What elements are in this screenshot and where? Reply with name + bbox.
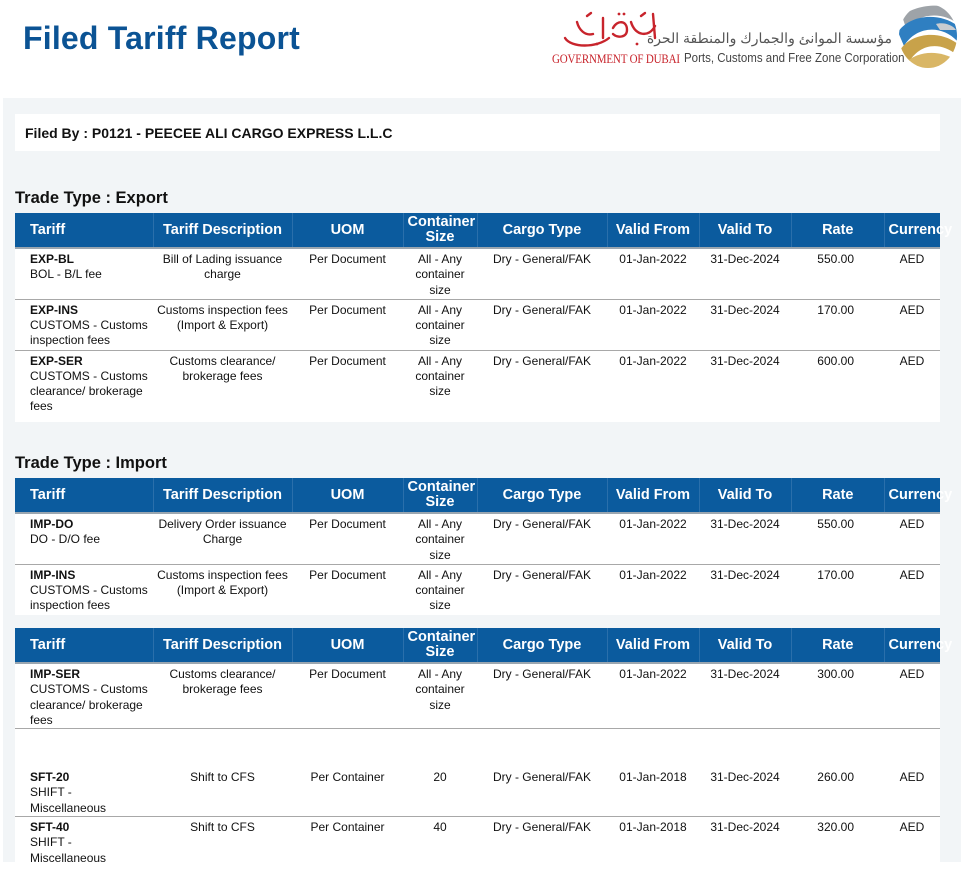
tariff-code-description: CUSTOMS - Customs clearance/ brokerage fees [30,682,148,727]
cell-container-size: All - Any container size [415,517,465,562]
column-header-tariff: Tariff [15,628,153,663]
cell-container-size: All - Any container size [415,252,465,297]
page-title: Filed Tariff Report [23,20,300,56]
cell-description: Shift to CFS [190,820,255,835]
cell-cargo-type: Dry - General/FAK [492,302,592,317]
import-tariff-table [15,478,953,615]
cell-valid-from: 01-Jan-2022 [619,667,687,681]
cell-container-size: All - Any container size [415,353,465,399]
cell-tariff [15,350,153,422]
cell-valid-to: 31-Dec-2024 [710,353,780,368]
column-header-container-size: Container Size [403,213,477,248]
cell-valid-from: 01-Jan-2022 [619,252,687,266]
cell-cargo-type: Dry - General/FAK [492,353,592,368]
tariff-code-description: SHIFT - Miscellaneous [30,835,107,865]
table-row [15,350,940,422]
gov-logo-text: GOVERNMENT OF DUBAI [552,52,680,66]
column-header-valid-from: Valid From [607,628,699,663]
cell-rate: 550.00 [817,252,854,266]
section-title-export: Trade Type : Export [15,189,168,207]
cell-tariff [15,817,153,866]
cell-currency: AED [899,252,925,266]
tariff-code: IMP-INS [30,567,76,582]
tariff-code-description: BOL - B/L fee [30,267,102,282]
cell-rate: 260.00 [817,770,854,785]
cell-valid-to: 31-Dec-2024 [710,517,780,531]
import-tariff-table-continued [15,628,953,866]
cell-currency: AED [899,302,925,317]
tariff-code: IMP-SER [30,667,81,681]
cell-valid-to: 31-Dec-2024 [710,252,780,266]
report-header [0,0,967,98]
cell-currency: AED [899,567,925,582]
table-row [15,248,940,299]
column-header-container-size: Container Size [403,628,477,663]
column-header-rate: Rate [791,213,884,248]
cell-container-size: All - Any container size [415,667,465,712]
table-header-row [15,478,940,513]
cell-valid-from: 01-Jan-2022 [619,517,687,531]
cell-uom: Per Document [309,353,386,368]
column-header-valid-from: Valid From [607,478,699,513]
cell-valid-to: 31-Dec-2024 [710,302,780,317]
tariff-code-description: CUSTOMS - Customs inspection fees [30,582,148,613]
tariff-code: EXP-SER [30,353,83,368]
column-header-cargo-type: Cargo Type [477,628,607,663]
cell-currency: AED [899,353,925,368]
tariff-code-description: SHIFT - Miscellaneous [30,785,107,815]
table-row [15,663,940,729]
cell-container-size: 40 [433,820,447,835]
column-header-tariff: Tariff [15,213,153,248]
tariff-code-description: CUSTOMS - Customs clearance/ brokerage fees [30,368,148,414]
cell-rate: 550.00 [817,517,854,531]
cell-uom: Per Document [309,302,386,317]
column-header-tariff: Tariff [15,478,153,513]
column-header-uom: UOM [292,478,403,513]
cell-description: Delivery Order issuance Charge [158,517,287,547]
cell-cargo-type: Dry - General/FAK [492,667,592,681]
filed-by-text: Filed By : P0121 - PEECEE ALI CARGO EXPRESS L.L.C [25,125,393,141]
cell-tariff [15,248,153,299]
table-row [15,299,940,350]
cell-valid-to: 31-Dec-2024 [710,820,780,835]
tariff-code: SFT-40 [30,820,70,835]
cell-rate: 300.00 [817,667,854,681]
cell-tariff [15,564,153,615]
tariff-code: EXP-INS [30,302,79,317]
cell-valid-to: 31-Dec-2024 [710,770,780,785]
column-header-valid-to: Valid To [699,213,791,248]
cell-tariff [15,663,153,729]
cell-uom: Per Document [309,252,386,266]
column-header-description: Tariff Description [153,213,292,248]
cell-uom: Per Document [309,567,386,582]
cell-valid-from: 01-Jan-2022 [619,567,687,582]
column-header-currency: Currency [884,478,940,513]
cell-valid-from: 01-Jan-2022 [619,353,687,368]
cell-uom: Per Container [310,770,385,785]
cell-currency: AED [899,820,925,835]
cell-cargo-type: Dry - General/FAK [492,567,592,582]
cell-valid-from: 01-Jan-2018 [619,770,687,785]
tariff-code: IMP-DO [30,517,74,531]
column-header-description: Tariff Description [153,628,292,663]
cell-tariff [15,513,153,564]
cell-description: Shift to CFS [190,770,255,785]
cell-rate: 170.00 [817,302,854,317]
pcfc-english-name: Ports, Customs and Free Zone Corporation [684,51,905,65]
cell-tariff [15,729,153,817]
cell-description: Customs inspection fees (Import & Export) [157,302,288,332]
column-header-currency: Currency [884,213,940,248]
table-row [15,513,940,564]
report-body [3,98,961,865]
table-row [15,564,940,615]
section-title-import: Trade Type : Import [15,454,167,472]
cell-cargo-type: Dry - General/FAK [492,252,592,266]
cell-description: Bill of Lading issuance charge [162,252,283,282]
cell-uom: Per Container [310,820,385,835]
table-row [15,817,940,866]
cell-container-size: All - Any container size [415,302,465,348]
cell-description: Customs inspection fees (Import & Export) [157,567,288,597]
cell-cargo-type: Dry - General/FAK [492,770,592,785]
cell-container-size: All - Any container size [415,567,465,613]
table-header-row [15,213,940,248]
tariff-code: EXP-BL [30,252,75,266]
pcfc-logo-text [646,30,905,70]
column-header-container-size: Container Size [403,478,477,513]
cell-currency: AED [899,770,925,785]
tariff-code-description: CUSTOMS - Customs inspection fees [30,317,148,348]
column-header-rate: Rate [791,628,884,663]
cell-uom: Per Document [309,517,386,531]
cell-cargo-type: Dry - General/FAK [492,517,592,531]
cell-currency: AED [899,667,925,681]
column-header-valid-from: Valid From [607,213,699,248]
table-header-row [15,628,940,663]
column-header-valid-to: Valid To [699,628,791,663]
column-header-uom: UOM [292,213,403,248]
tariff-code: SFT-20 [30,770,70,785]
cell-description: Customs clearance/ brokerage fees [169,667,276,697]
column-header-uom: UOM [292,628,403,663]
table-row [15,729,940,817]
cell-description: Customs clearance/ brokerage fees [169,353,276,383]
column-header-valid-to: Valid To [699,478,791,513]
cell-tariff [15,299,153,350]
column-header-currency: Currency [884,628,940,663]
cell-rate: 600.00 [817,353,854,368]
pcfc-arabic-name: مؤسسة الموانئ والجمارك والمنطقة الحرة [646,30,892,46]
pcfc-globe-icon [896,2,960,70]
cell-cargo-type: Dry - General/FAK [492,820,592,835]
column-header-cargo-type: Cargo Type [477,213,607,248]
cell-valid-to: 31-Dec-2024 [710,667,780,681]
column-header-cargo-type: Cargo Type [477,478,607,513]
column-header-description: Tariff Description [153,478,292,513]
cell-rate: 320.00 [817,820,854,835]
cell-container-size: 20 [433,770,447,785]
cell-rate: 170.00 [817,567,854,582]
export-tariff-table [15,213,953,422]
cell-valid-from: 01-Jan-2018 [619,820,687,835]
tariff-code-description: DO - D/O fee [30,532,101,547]
cell-valid-to: 31-Dec-2024 [710,567,780,582]
column-header-rate: Rate [791,478,884,513]
filed-by-panel [15,114,940,151]
cell-currency: AED [899,517,925,531]
cell-valid-from: 01-Jan-2022 [619,302,687,317]
cell-uom: Per Document [309,667,386,681]
